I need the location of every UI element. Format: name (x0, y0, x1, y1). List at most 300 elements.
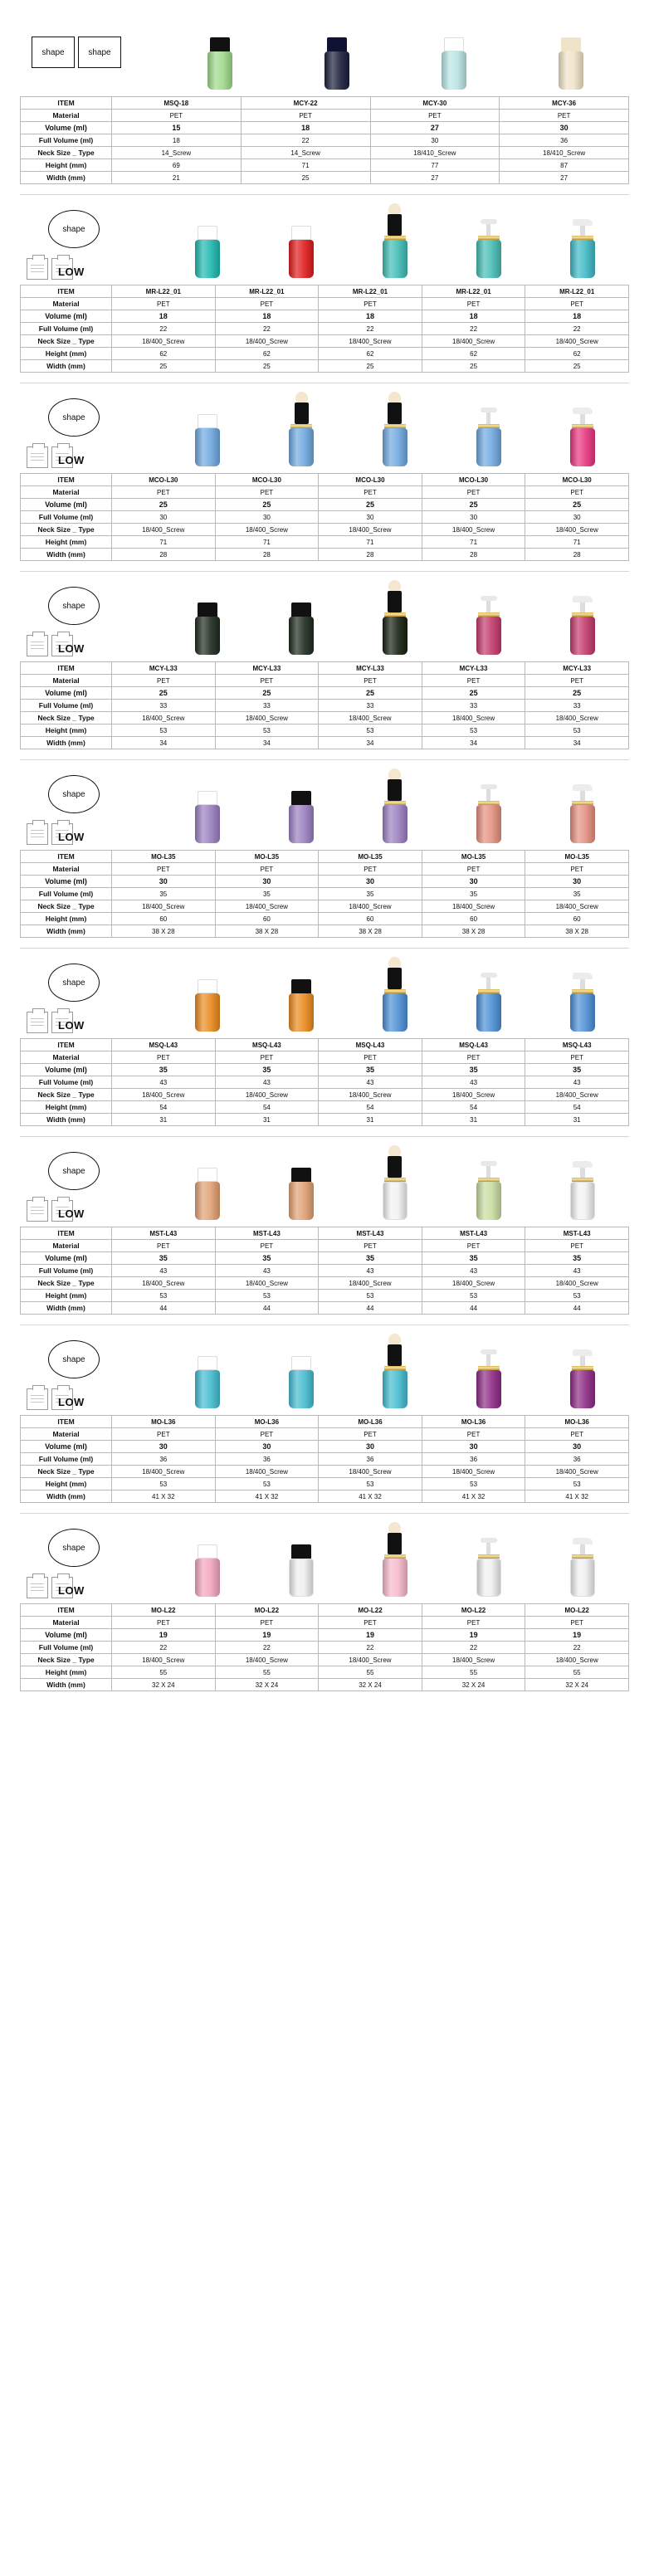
bottle-body (289, 428, 314, 466)
table-row (21, 1076, 629, 1089)
flip-cap (198, 414, 217, 428)
shape-badge-column (20, 957, 161, 1033)
cell-item: MR-L22_01 (112, 285, 216, 298)
cell-full_volume: 35 (422, 888, 525, 900)
cell-material: PET (422, 675, 525, 687)
cell-height: 55 (319, 1666, 422, 1679)
cell-width: 25 (319, 360, 422, 373)
cell-material: PET (241, 110, 370, 122)
cell-material: PET (112, 1617, 216, 1629)
flip-cap (198, 1356, 217, 1370)
cell-height: 55 (422, 1666, 525, 1679)
spec-table (20, 661, 629, 749)
cell-width: 38 X 28 (319, 925, 422, 938)
shape-badge-circle: shape (48, 210, 100, 248)
cell-width: 44 (319, 1302, 422, 1315)
cell-neck: 18/400_Screw (525, 900, 629, 913)
dropper-bulb-icon (388, 957, 401, 968)
row-label: Volume (ml) (21, 122, 112, 134)
cell-height: 60 (112, 913, 216, 925)
pump-neck-icon (486, 1354, 490, 1366)
product-image (538, 202, 627, 278)
flip-cap (561, 37, 581, 51)
row-label: Height (mm) (21, 159, 112, 172)
cell-height: 53 (215, 1478, 319, 1490)
cell-width: 38 X 28 (215, 925, 319, 938)
cell-height: 53 (319, 724, 422, 737)
cell-full_volume: 36 (525, 1453, 629, 1466)
product-image (350, 578, 440, 655)
spec-table (20, 96, 629, 184)
section-divider (20, 571, 629, 572)
product-image (163, 1332, 252, 1408)
cell-height: 53 (112, 724, 216, 737)
cell-height: 62 (422, 348, 525, 360)
cell-volume: 30 (112, 1441, 216, 1453)
spec-table (20, 285, 629, 373)
mini-bottle-icon (27, 1200, 48, 1222)
cell-material: PET (319, 1240, 422, 1252)
cell-neck: 18/400_Screw (112, 1466, 216, 1478)
cell-height: 53 (319, 1478, 422, 1490)
section-header-row (20, 203, 629, 280)
row-label: ITEM (21, 97, 112, 110)
cell-material: PET (422, 486, 525, 499)
cell-full_volume: 35 (525, 888, 629, 900)
table-row (21, 1089, 629, 1101)
cell-neck: 18/400_Screw (525, 1089, 629, 1101)
mini-bottle-icon (27, 1388, 48, 1410)
cell-height: 53 (422, 1478, 525, 1490)
mini-bottle-icon (27, 1577, 48, 1598)
cell-material: PET (422, 1428, 525, 1441)
bottle-body (570, 805, 595, 843)
cell-neck: 18/400_Screw (112, 1089, 216, 1101)
cell-height: 54 (422, 1101, 525, 1114)
cell-volume: 25 (525, 687, 629, 700)
cell-full_volume: 22 (525, 1642, 629, 1654)
bottle-body (476, 993, 501, 1032)
shape-badge-circle: shape (48, 1340, 100, 1378)
flip-cap (291, 791, 311, 805)
product-image (256, 578, 346, 655)
cell-volume: 25 (319, 687, 422, 700)
product-image (350, 1144, 440, 1220)
cell-volume: 35 (319, 1252, 422, 1265)
cell-width: 38 X 28 (112, 925, 216, 938)
cell-volume: 19 (525, 1629, 629, 1642)
table-row (21, 1604, 629, 1617)
spray-neck-icon (580, 226, 585, 236)
table-row (21, 1428, 629, 1441)
bottle-body (476, 240, 501, 278)
bottle-body (383, 805, 407, 843)
cell-neck: 18/400_Screw (215, 1654, 319, 1666)
row-label: Width (mm) (21, 549, 112, 561)
dropper-cap (388, 968, 402, 989)
cell-item: MST-L43 (215, 1227, 319, 1240)
cell-volume: 30 (525, 876, 629, 888)
cell-width: 44 (422, 1302, 525, 1315)
cell-volume: 19 (215, 1629, 319, 1642)
pump-neck-icon (486, 789, 490, 801)
cell-material: PET (112, 863, 216, 876)
product-image (444, 1144, 534, 1220)
row-label: Height (mm) (21, 536, 112, 549)
cell-material: PET (319, 1428, 422, 1441)
cell-neck: 18/400_Screw (319, 524, 422, 536)
product-image (444, 202, 534, 278)
cell-material: PET (112, 1428, 216, 1441)
cell-volume: 30 (525, 1441, 629, 1453)
cell-volume: 25 (112, 499, 216, 511)
bottle-body (476, 428, 501, 466)
row-label: ITEM (21, 1416, 112, 1428)
cell-material: PET (525, 863, 629, 876)
cell-material: PET (215, 1051, 319, 1064)
row-label: ITEM (21, 1604, 112, 1617)
row-label: Full Volume (ml) (21, 1642, 112, 1654)
cell-height: 87 (500, 159, 629, 172)
cell-neck: 18/400_Screw (525, 1466, 629, 1478)
cell-volume: 18 (422, 310, 525, 323)
dropper-bulb-icon (388, 1334, 401, 1344)
cell-full_volume: 22 (422, 1642, 525, 1654)
product-image (256, 1520, 346, 1597)
cell-item: MST-L43 (525, 1227, 629, 1240)
table-row (21, 1679, 629, 1691)
dropper-cap (388, 214, 402, 236)
cell-height: 60 (215, 913, 319, 925)
cell-width: 32 X 24 (319, 1679, 422, 1691)
cell-full_volume: 18 (112, 134, 242, 147)
cell-item: MST-L43 (319, 1227, 422, 1240)
cell-volume: 30 (215, 1441, 319, 1453)
cell-height: 54 (319, 1101, 422, 1114)
product-row (161, 580, 629, 656)
cell-material: PET (422, 863, 525, 876)
row-label: Height (mm) (21, 1290, 112, 1302)
cell-volume: 18 (525, 310, 629, 323)
table-row (21, 1290, 629, 1302)
cell-volume: 27 (370, 122, 500, 134)
cell-height: 71 (422, 536, 525, 549)
bottle-body (289, 805, 314, 843)
cell-item: MCO-L30 (422, 474, 525, 486)
mini-bottle-icon (27, 635, 48, 656)
cell-item: MR-L22_01 (422, 285, 525, 298)
spec-table (20, 473, 629, 561)
cell-volume: 35 (319, 1064, 422, 1076)
row-label: Volume (ml) (21, 1441, 112, 1453)
cell-item: MO-L36 (319, 1416, 422, 1428)
cell-material: PET (112, 675, 216, 687)
cell-material: PET (422, 298, 525, 310)
dropper-cap (388, 1344, 402, 1366)
spray-head-icon (573, 1349, 593, 1356)
cell-neck: 18/400_Screw (112, 1277, 216, 1290)
table-row (21, 499, 629, 511)
cell-neck: 18/400_Screw (215, 1466, 319, 1478)
flip-cap (291, 979, 311, 993)
cell-width: 32 X 24 (215, 1679, 319, 1691)
row-label: Full Volume (ml) (21, 1076, 112, 1089)
cell-neck: 18/400_Screw (112, 900, 216, 913)
cell-width: 27 (370, 172, 500, 184)
cell-volume: 30 (422, 1441, 525, 1453)
cell-full_volume: 30 (422, 511, 525, 524)
spray-head-icon (573, 407, 593, 414)
cell-volume: 25 (215, 687, 319, 700)
bottle-body (195, 1559, 220, 1597)
cell-volume: 25 (422, 687, 525, 700)
cell-item: MO-L35 (422, 851, 525, 863)
shape-badge-circle: shape (48, 398, 100, 437)
product-section (20, 203, 629, 373)
cell-volume: 25 (422, 499, 525, 511)
table-row (21, 1654, 629, 1666)
table-row (21, 712, 629, 724)
cell-volume: 19 (319, 1629, 422, 1642)
cell-width: 38 X 28 (422, 925, 525, 938)
table-row (21, 549, 629, 561)
section-header-row (20, 392, 629, 468)
cell-full_volume: 33 (215, 700, 319, 712)
cell-neck: 18/400_Screw (422, 900, 525, 913)
row-label: Width (mm) (21, 737, 112, 749)
cell-item: MST-L43 (112, 1227, 216, 1240)
table-row (21, 122, 629, 134)
dropper-bulb-icon (388, 203, 401, 214)
section-header-row (20, 1145, 629, 1222)
table-row (21, 1490, 629, 1503)
bottle-body (442, 51, 466, 90)
flip-cap (198, 979, 217, 993)
cell-neck: 14_Screw (112, 147, 242, 159)
cell-item: MSQ-L43 (112, 1039, 216, 1051)
row-label: Width (mm) (21, 360, 112, 373)
table-row (21, 97, 629, 110)
table-row (21, 1051, 629, 1064)
section-divider (20, 194, 629, 195)
cell-material: PET (319, 1051, 422, 1064)
cell-volume: 18 (215, 310, 319, 323)
bottle-body (195, 993, 220, 1032)
table-row (21, 310, 629, 323)
cell-neck: 18/400_Screw (422, 335, 525, 348)
cell-neck: 18/400_Screw (422, 1277, 525, 1290)
bottle-body (476, 805, 501, 843)
dropper-cap (388, 779, 402, 801)
table-row (21, 888, 629, 900)
cell-volume: 18 (241, 122, 370, 134)
row-label: Width (mm) (21, 1679, 112, 1691)
cell-material: PET (215, 675, 319, 687)
row-label: Full Volume (ml) (21, 134, 112, 147)
cell-full_volume: 30 (370, 134, 500, 147)
row-label: Material (21, 1240, 112, 1252)
cell-volume: 35 (215, 1064, 319, 1076)
cell-neck: 18/400_Screw (422, 712, 525, 724)
cell-item: MCY-L33 (525, 662, 629, 675)
row-label: Width (mm) (21, 1302, 112, 1315)
row-label: Material (21, 486, 112, 499)
cell-volume: 25 (319, 499, 422, 511)
product-image (350, 202, 440, 278)
table-row (21, 1277, 629, 1290)
cell-material: PET (215, 298, 319, 310)
cell-material: PET (525, 675, 629, 687)
product-image (350, 1520, 440, 1597)
cell-neck: 18/410_Screw (500, 147, 629, 159)
dropper-bulb-icon (388, 1522, 401, 1533)
cell-width: 44 (215, 1302, 319, 1315)
table-row (21, 925, 629, 938)
low-label: LOW (58, 1584, 85, 1597)
cell-neck: 18/400_Screw (525, 1654, 629, 1666)
cell-height: 55 (215, 1666, 319, 1679)
spec-table (20, 1038, 629, 1126)
table-row (21, 511, 629, 524)
cell-full_volume: 35 (319, 888, 422, 900)
cell-full_volume: 22 (215, 323, 319, 335)
cell-full_volume: 30 (319, 511, 422, 524)
shape-badge-circle: shape (48, 1529, 100, 1567)
cell-material: PET (370, 110, 500, 122)
spec-table (20, 1227, 629, 1315)
cell-width: 34 (525, 737, 629, 749)
table-row (21, 675, 629, 687)
table-row (21, 737, 629, 749)
cell-height: 53 (525, 1290, 629, 1302)
cell-height: 53 (422, 1290, 525, 1302)
table-row (21, 1064, 629, 1076)
cell-height: 55 (525, 1666, 629, 1679)
cell-neck: 18/400_Screw (215, 335, 319, 348)
table-row (21, 700, 629, 712)
cell-height: 55 (112, 1666, 216, 1679)
cell-volume: 30 (500, 122, 629, 134)
cell-volume: 25 (215, 499, 319, 511)
product-image (538, 1520, 627, 1597)
shape-badge-square-1: shape (32, 37, 75, 68)
dropper-bulb-icon (388, 768, 401, 779)
cell-full_volume: 30 (112, 511, 216, 524)
cell-neck: 18/400_Screw (215, 524, 319, 536)
cell-volume: 35 (422, 1252, 525, 1265)
spray-neck-icon (580, 791, 585, 801)
cell-full_volume: 30 (215, 511, 319, 524)
cell-width: 27 (500, 172, 629, 184)
table-row (21, 1466, 629, 1478)
cell-height: 60 (525, 913, 629, 925)
flip-cap (198, 226, 217, 240)
cell-width: 34 (319, 737, 422, 749)
table-row (21, 863, 629, 876)
table-row (21, 1227, 629, 1240)
cell-material: PET (215, 1617, 319, 1629)
cell-height: 71 (215, 536, 319, 549)
product-image (163, 767, 252, 843)
product-section (20, 1145, 629, 1315)
bottle-body (195, 805, 220, 843)
low-label: LOW (58, 266, 85, 278)
shape-badge-column (20, 203, 161, 280)
table-row (21, 1617, 629, 1629)
row-label: Width (mm) (21, 1114, 112, 1126)
row-label: Height (mm) (21, 348, 112, 360)
product-image (256, 767, 346, 843)
shape-badge-column (20, 768, 161, 845)
shape-badge-square-2: shape (78, 37, 121, 68)
low-label: LOW (58, 1396, 85, 1408)
dropper-bulb-icon (388, 392, 401, 402)
cell-material: PET (525, 1617, 629, 1629)
cell-volume: 18 (112, 310, 216, 323)
cell-material: PET (500, 110, 629, 122)
cell-height: 53 (525, 724, 629, 737)
bottle-body (195, 1370, 220, 1408)
cell-width: 28 (422, 549, 525, 561)
section-header-row (20, 580, 629, 656)
cell-material: PET (525, 1428, 629, 1441)
bottle-body (570, 617, 595, 655)
product-image (538, 390, 627, 466)
row-label: ITEM (21, 851, 112, 863)
row-label: Full Volume (ml) (21, 511, 112, 524)
row-label: Volume (ml) (21, 1252, 112, 1265)
cell-neck: 18/400_Screw (422, 1089, 525, 1101)
table-row (21, 474, 629, 486)
cell-width: 28 (215, 549, 319, 561)
section-header-row (20, 15, 629, 91)
bottle-body (559, 51, 583, 90)
spray-head-icon (573, 784, 593, 791)
product-image (409, 13, 499, 90)
spray-neck-icon (580, 979, 585, 989)
section-header-row (20, 768, 629, 845)
cell-item: MCO-L30 (112, 474, 216, 486)
cell-volume: 35 (525, 1064, 629, 1076)
table-row (21, 335, 629, 348)
cell-neck: 18/400_Screw (319, 1654, 422, 1666)
row-label: Material (21, 1617, 112, 1629)
cell-volume: 15 (112, 122, 242, 134)
row-label: Material (21, 863, 112, 876)
row-label: Material (21, 110, 112, 122)
cell-full_volume: 43 (422, 1265, 525, 1277)
cell-material: PET (525, 486, 629, 499)
cell-width: 41 X 32 (112, 1490, 216, 1503)
row-label: ITEM (21, 1039, 112, 1051)
bottle-body (324, 51, 349, 90)
cell-item: MCO-L30 (215, 474, 319, 486)
product-image (444, 1332, 534, 1408)
cell-full_volume: 22 (241, 134, 370, 147)
section-divider (20, 759, 629, 760)
dropper-bulb-icon (388, 580, 401, 591)
flip-cap (198, 1544, 217, 1559)
spray-neck-icon (580, 1168, 585, 1178)
product-image (444, 767, 534, 843)
cell-full_volume: 43 (215, 1265, 319, 1277)
cell-full_volume: 33 (422, 700, 525, 712)
cell-volume: 35 (525, 1252, 629, 1265)
section-header-row (20, 1522, 629, 1598)
cell-volume: 19 (422, 1629, 525, 1642)
pump-neck-icon (486, 224, 490, 236)
cell-neck: 18/400_Screw (525, 1277, 629, 1290)
